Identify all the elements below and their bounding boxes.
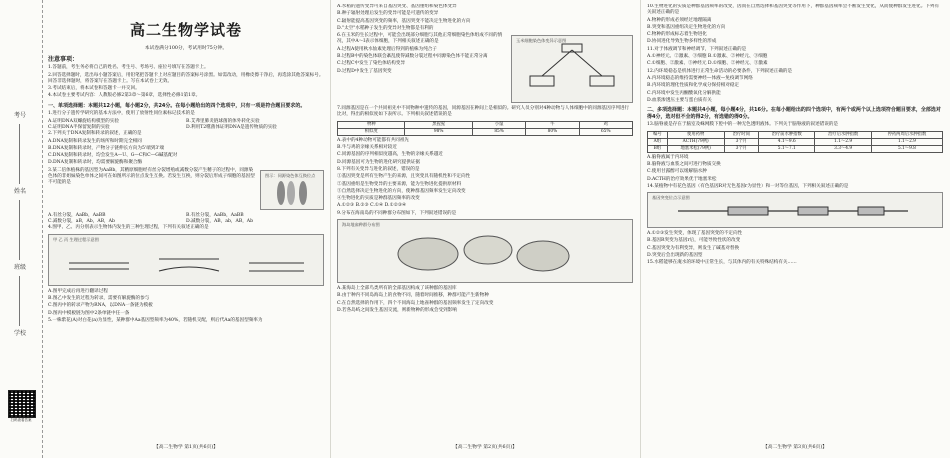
- table-row: [648, 138, 943, 145]
- question-options: [48, 119, 324, 132]
- text-line: B.突变和基因重组决定生物进化的方向: [647, 24, 726, 30]
- text-line: A.①神经元、②激素、③细胞 B.①激素、②神经元、③细胞: [647, 54, 768, 60]
- binding-label-exam-number: 考号: [14, 112, 27, 119]
- page-divider: [640, 0, 641, 458]
- option: D.图丙中模板链为图中2条单链中任一条: [48, 310, 130, 316]
- text-line: C.辐射能提高基因突变的频率，基因突变不能决定生物进化的方向: [337, 18, 471, 24]
- page-footer: 【高二生物学 第3页(共6页)】: [762, 445, 828, 450]
- option: B.DNA复制和转录时，产物分子链伸长方向为5'端到3'端: [48, 145, 165, 151]
- table-cell: 5.1～9.8: [871, 145, 942, 152]
- binding-line: [19, 124, 20, 184]
- table-cell: 5.1～7.1: [759, 145, 815, 152]
- table-header: 治疗前水肿指数: [759, 131, 815, 138]
- text-line: A.表中的4种动物可能都有共同祖先: [337, 137, 410, 143]
- text-line: ②基因重组是生物变异的主要来源，能为生物进化提供原材料: [337, 181, 462, 187]
- question-stem: 4.图甲、乙、丙分别表示生物体内发生的三种生理过程，下列有关叙述正确的是: [48, 225, 209, 231]
- text-line: B.脑脊液与血浆之间可进行物质交换: [647, 161, 721, 167]
- table-cell: 1.1～2.9: [815, 138, 871, 145]
- text-line: 15.水稻能够在淹水的环境中正常生长，与其体内的有关特殊结构有关……: [647, 260, 797, 266]
- page-footer: 【高二生物学 第1页(共6页)】: [153, 445, 219, 450]
- option: A.有丝分裂，AaBb，AaBB: [48, 212, 106, 218]
- island-drawing: [338, 220, 628, 280]
- notice-item: 4.本试卷主要考试内容：人教版必修2第3章～第6章，选择性必修1第1章。: [48, 93, 201, 99]
- figure-caption: 甲 乙 丙 生理过程示意图: [53, 236, 99, 242]
- table-header: 编号: [648, 131, 668, 138]
- text-line: D.若各岛屿之间发生基因交流，则新物种的形成会受到影响: [337, 307, 457, 313]
- option: D.减数分裂，AB，ab，AB，Ab: [186, 219, 254, 225]
- text-line: B.基因R突变为基因r后，可能导致性状的改变: [647, 238, 741, 244]
- text-line: ④生物进化的实质是种群基因频率的改变: [337, 196, 420, 202]
- table-cell: 98%: [405, 128, 472, 135]
- binding-margin: [0, 0, 43, 458]
- text-line: D.同源基因可为生物的进化研究提供证据: [337, 159, 421, 165]
- option: A.证明DNA双螺旋结构模型的实验: [48, 118, 119, 124]
- table-header-row: [648, 131, 943, 138]
- exam-title: 高二生物学试卷: [129, 21, 242, 39]
- binding-label-school: 学校: [14, 330, 27, 337]
- chromosome-figure: [260, 170, 324, 210]
- table-cell: 3个月: [724, 145, 758, 152]
- gene-figure: [647, 192, 943, 228]
- section-heading-multiple-choice: 二、多项选择题：本题共4小题，每小题4分，共16分。在每小题给出的四个选项中，有两个或两个以上选项符合题目要求，全部选对得4分，选对但不全的得2分，有选错的得0分。: [647, 107, 941, 120]
- maize-drawing: [512, 36, 632, 102]
- figure-caption: 海岛地雀种群分布图: [342, 222, 380, 228]
- table-header: 使用药物: [667, 131, 724, 138]
- question-options: [48, 213, 324, 226]
- figure-caption: 基因突变位点示意图: [652, 195, 690, 201]
- text-line: C.①细胞、②激素、③神经元 D.①细胞、②神经元、③激素: [647, 61, 768, 67]
- process-figure: [48, 234, 324, 286]
- text-line: A.物种的形成必须经过地理隔离: [647, 17, 712, 23]
- table-header: 停药两周后水肿指数: [871, 131, 942, 138]
- exam-meta: 本试卷满分100分，考试用时75分钟。: [144, 46, 228, 51]
- text-line: D.突变后会出现新的基因型: [647, 253, 703, 259]
- text-line: C.物种的形成标志着生物进化: [647, 32, 707, 38]
- table-cell: A组: [648, 138, 668, 145]
- notice-item: 1.答题前，考生务必将自己的姓名、考生号、考场号、座位号填写在答题卡上。: [48, 65, 209, 71]
- option: A.图甲完成后再进行翻译过程: [48, 288, 108, 294]
- page-2-column: [337, 4, 633, 444]
- table-header: 小鼠: [472, 121, 525, 128]
- question-stem: 1.进行分子遗传学研究的基本方法中，使用了放射性同位素标记技术的是: [48, 111, 195, 117]
- page-1-column: [48, 4, 324, 444]
- text-line: A.过程A使用秋水仙素处理后得到的植株为纯合子: [337, 46, 437, 52]
- qr-caption: 扫码查看答案: [10, 418, 32, 422]
- island-figure: [337, 219, 633, 283]
- text-line: 6.在玉米的生长过程中，可能会出现部分细胞与其他正常细胞染色体组成不同的情况，其中A～I表示体细胞，下列相关叙述正确的是: [337, 33, 503, 45]
- text-line: ③自然选择决定生物进化的方向，使种群基因频率发生定向改变: [337, 188, 466, 194]
- table-cell: 1.1～2.9: [871, 138, 942, 145]
- option: A.DNA复制和转录发生的场所和时期完全相同: [48, 138, 142, 144]
- text-line: 9.分布在海南岛的不同种群分布图如下，下列叙述错误的是: [337, 210, 457, 216]
- table-cell: 85%: [472, 128, 525, 135]
- text-line: 12.内环境稳态是机体进行正常生命活动的必要条件，下列叙述正确的是: [647, 68, 793, 74]
- text-line: A.脑脊液属于内环境: [647, 154, 689, 160]
- text-line: A.①②③发生突变，体现了基因突变的不定向性: [647, 231, 743, 237]
- text-line: 8.下列有关变异与进化的叙述，错误的是: [337, 166, 420, 172]
- table-header: 黑猩猩: [405, 121, 472, 128]
- option: D.DNA复制和转录时，均需要解旋酶和聚合酶: [48, 160, 143, 166]
- table-cell: 3.3～4.9: [815, 145, 871, 152]
- text-line: D.过程D中发生了基因突变: [337, 68, 392, 74]
- text-line: D.血浆渗透压主要与蛋白质有关: [647, 97, 712, 103]
- table-cell: 4.1～9.6: [759, 138, 815, 145]
- text-line: D.ACTH的治疗效果优于地塞米松: [647, 176, 717, 182]
- text-line: 14.某植物中有花色基因（有色基因R对无色基因r为显性）和一对等位基因，下列相关叙述正确的是: [647, 183, 849, 189]
- text-line: 10.生物进化的实质是种群基因频率的改变，因而在自然选择和基因突变等作用下，种群基因频率会不断发生变化，从而使种群发生进化。下列有关叙述正确的是: [647, 4, 940, 16]
- text-line: 11.对于体液调节和神经调节，下列叙述正确的是: [647, 46, 747, 52]
- option: C.图丙中的转录产物为RNA，以DNA一条链为模板: [48, 303, 153, 309]
- maize-figure: [511, 35, 633, 103]
- table-header: 物种: [338, 121, 405, 128]
- text-line: A.①②③ B.②③ C.①④ D.①②③④: [337, 203, 407, 209]
- text-line: B.过程B中的染色体联会紊乱使得减数分裂过程中同源染色体不能正常分离: [337, 54, 488, 60]
- option: B.艾弗里肺炎链球菌的体外转化实验: [186, 118, 260, 124]
- text-line: A.内环境稳态的维持需要神经—体液—免疫调节网络: [647, 75, 753, 81]
- table-header: 治疗时间: [724, 131, 758, 138]
- figure-caption: 玉米细胞染色体变异示意图: [516, 38, 567, 44]
- text-line: B.内环境的理化性质和化学成分保持相对稳定: [647, 83, 740, 89]
- option: B.图乙中发生的过程为转录，需要有解旋酶的参与: [48, 295, 150, 301]
- text-line: 13.脑脊液是存在于脑室及蛛网膜下腔中的一种无色透明液体。下列关于脑脊液的叙述错误的是: [647, 122, 839, 128]
- text-line: B.种子辐射处理后发生的变异可能是可遗传的变异: [337, 11, 439, 17]
- question-stem: 5.一株紫花(A)对白花(a)为显性，某种群中Aa基因型频率为40%，若随机交配，则后代Aa的基因型频率为: [48, 317, 263, 323]
- table-header: 鸡: [579, 121, 632, 128]
- question-stem: 3.某二倍体植株的基因型为AaBb，其精原细胞经有丝分裂增殖或减数分裂产生精子的过程中，同源染色体的非姐妹染色单体之间可在如图所示的位点发生互换。若发生互换，则分裂后形成子细胞的基因型不可能的是: [48, 167, 255, 186]
- question-6-block: [337, 33, 633, 106]
- table-header: 牛: [526, 121, 579, 128]
- section-heading-single-choice: 一、单项选择题：本题共12小题，每小题2分，共24分。在每小题给出的四个选项中，只有一项是符合题目要求的。: [48, 102, 306, 109]
- binding-line: [19, 200, 20, 260]
- option: D.利用T2噬菌体证明DNA是遗传物质的实验: [186, 124, 277, 130]
- notice-item: 3.考试结束后，将本试卷和答题卡一并交回。: [48, 86, 140, 92]
- treatment-table: [647, 131, 943, 153]
- table-cell: 65%: [579, 128, 632, 135]
- text-line: 7.同源基因是在一个共同祖先中不同物种中遗传的基因，同源基因在种间上是相似的。研究人员分别对4种动物与人体细胞中的同源基因序列进行比对，得出的相似度如下表所示。下列相关叙述错误的是: [337, 106, 630, 118]
- table-header-row: [338, 121, 633, 128]
- table-cell: B组: [648, 145, 668, 152]
- text-line: C.同源基因的序列相似度越高，生物的亲缘关系越近: [337, 152, 443, 158]
- table-row: [338, 128, 633, 135]
- qr-code: [8, 390, 36, 418]
- binding-line: [19, 276, 20, 326]
- text-line: C.内环境中发生丙酮酸氧化分解供能: [647, 90, 721, 96]
- table-cell: ACTH(79例): [667, 138, 724, 145]
- table-row: [648, 145, 943, 152]
- table-cell: 3个月: [724, 138, 758, 145]
- similarity-table: [337, 121, 633, 136]
- text-line: A.某海岛上全部鸟类所有的全部基因构成了该种群的基因库: [337, 286, 457, 292]
- page-divider: [330, 0, 331, 458]
- option: B.有丝分裂，AaBb，AaBB: [186, 212, 244, 218]
- gene-drawing: [648, 193, 938, 225]
- binding-label-name: 姓名: [14, 188, 27, 195]
- text-line: C.基因突变为有利变异，则发生了碱基对替换: [647, 245, 740, 251]
- notice-heading: 注意事项：: [48, 56, 79, 64]
- question-3-text: [48, 168, 256, 213]
- text-line: B.牛与鸡的亲缘关系相对较近: [337, 145, 397, 151]
- option: C.DNA复制和转录时，均会发生A—U、G—C和C—G碱基配对: [48, 153, 178, 159]
- text-line: D.协同进化导致生物多样性的形成: [647, 39, 717, 45]
- option: C.减数分裂，aB，Ab，AB，Ab: [48, 219, 115, 225]
- notice-item: 2.回答选择题时，选出每小题答案后，用铅笔把答题卡上对应题目的答案标号涂黑。如需改动，用橡皮擦干净后，再选涂其他答案标号。回答非选择题时，将答案写在答题卡上。写在本试卷上无效。: [48, 72, 324, 84]
- page-footer: 【高二生物学 第2页(共6页)】: [452, 445, 518, 450]
- figure-caption: 图示：同源染色体互换位点: [265, 172, 316, 178]
- text-line: C.使用甘露醇可以缓解脑水肿: [647, 169, 707, 175]
- text-line: A.水稻的遗传变异可来自基因突变、基因重组和染色体变异: [337, 4, 457, 9]
- option: C.证明DNA半保留复制的实验: [48, 124, 110, 130]
- binding-label-class: 班级: [14, 264, 27, 271]
- table-header: 治疗后水肿指数: [815, 131, 871, 138]
- table-cell: 地塞米松(79例): [667, 145, 724, 152]
- text-line: C.过程C中发生了染色体结构变异: [337, 61, 406, 67]
- question-stem: 2.下列关于DNA复制和转录的叙述，正确的是: [48, 131, 142, 137]
- table-cell: 相似度: [338, 128, 405, 135]
- text-line: B.由于种内不同岛海岛上的食物不同，随着时间推移，种群可能产生新物种: [337, 293, 489, 299]
- question-6-text: [337, 33, 507, 106]
- question-3-block: [48, 168, 324, 213]
- text-line: D."太空"水稻种子发生的变异对生物都是有利的: [337, 25, 434, 31]
- text-line: ①基因突变是所有生物产生的来源，且突变具有随机性和不定向性: [337, 174, 471, 180]
- table-cell: 80%: [526, 128, 579, 135]
- text-line: C.在自然选择的作用下，四个不同海岛上地雀种群的基因频率发生了定向改变: [337, 300, 494, 306]
- page-3-column: [647, 4, 943, 444]
